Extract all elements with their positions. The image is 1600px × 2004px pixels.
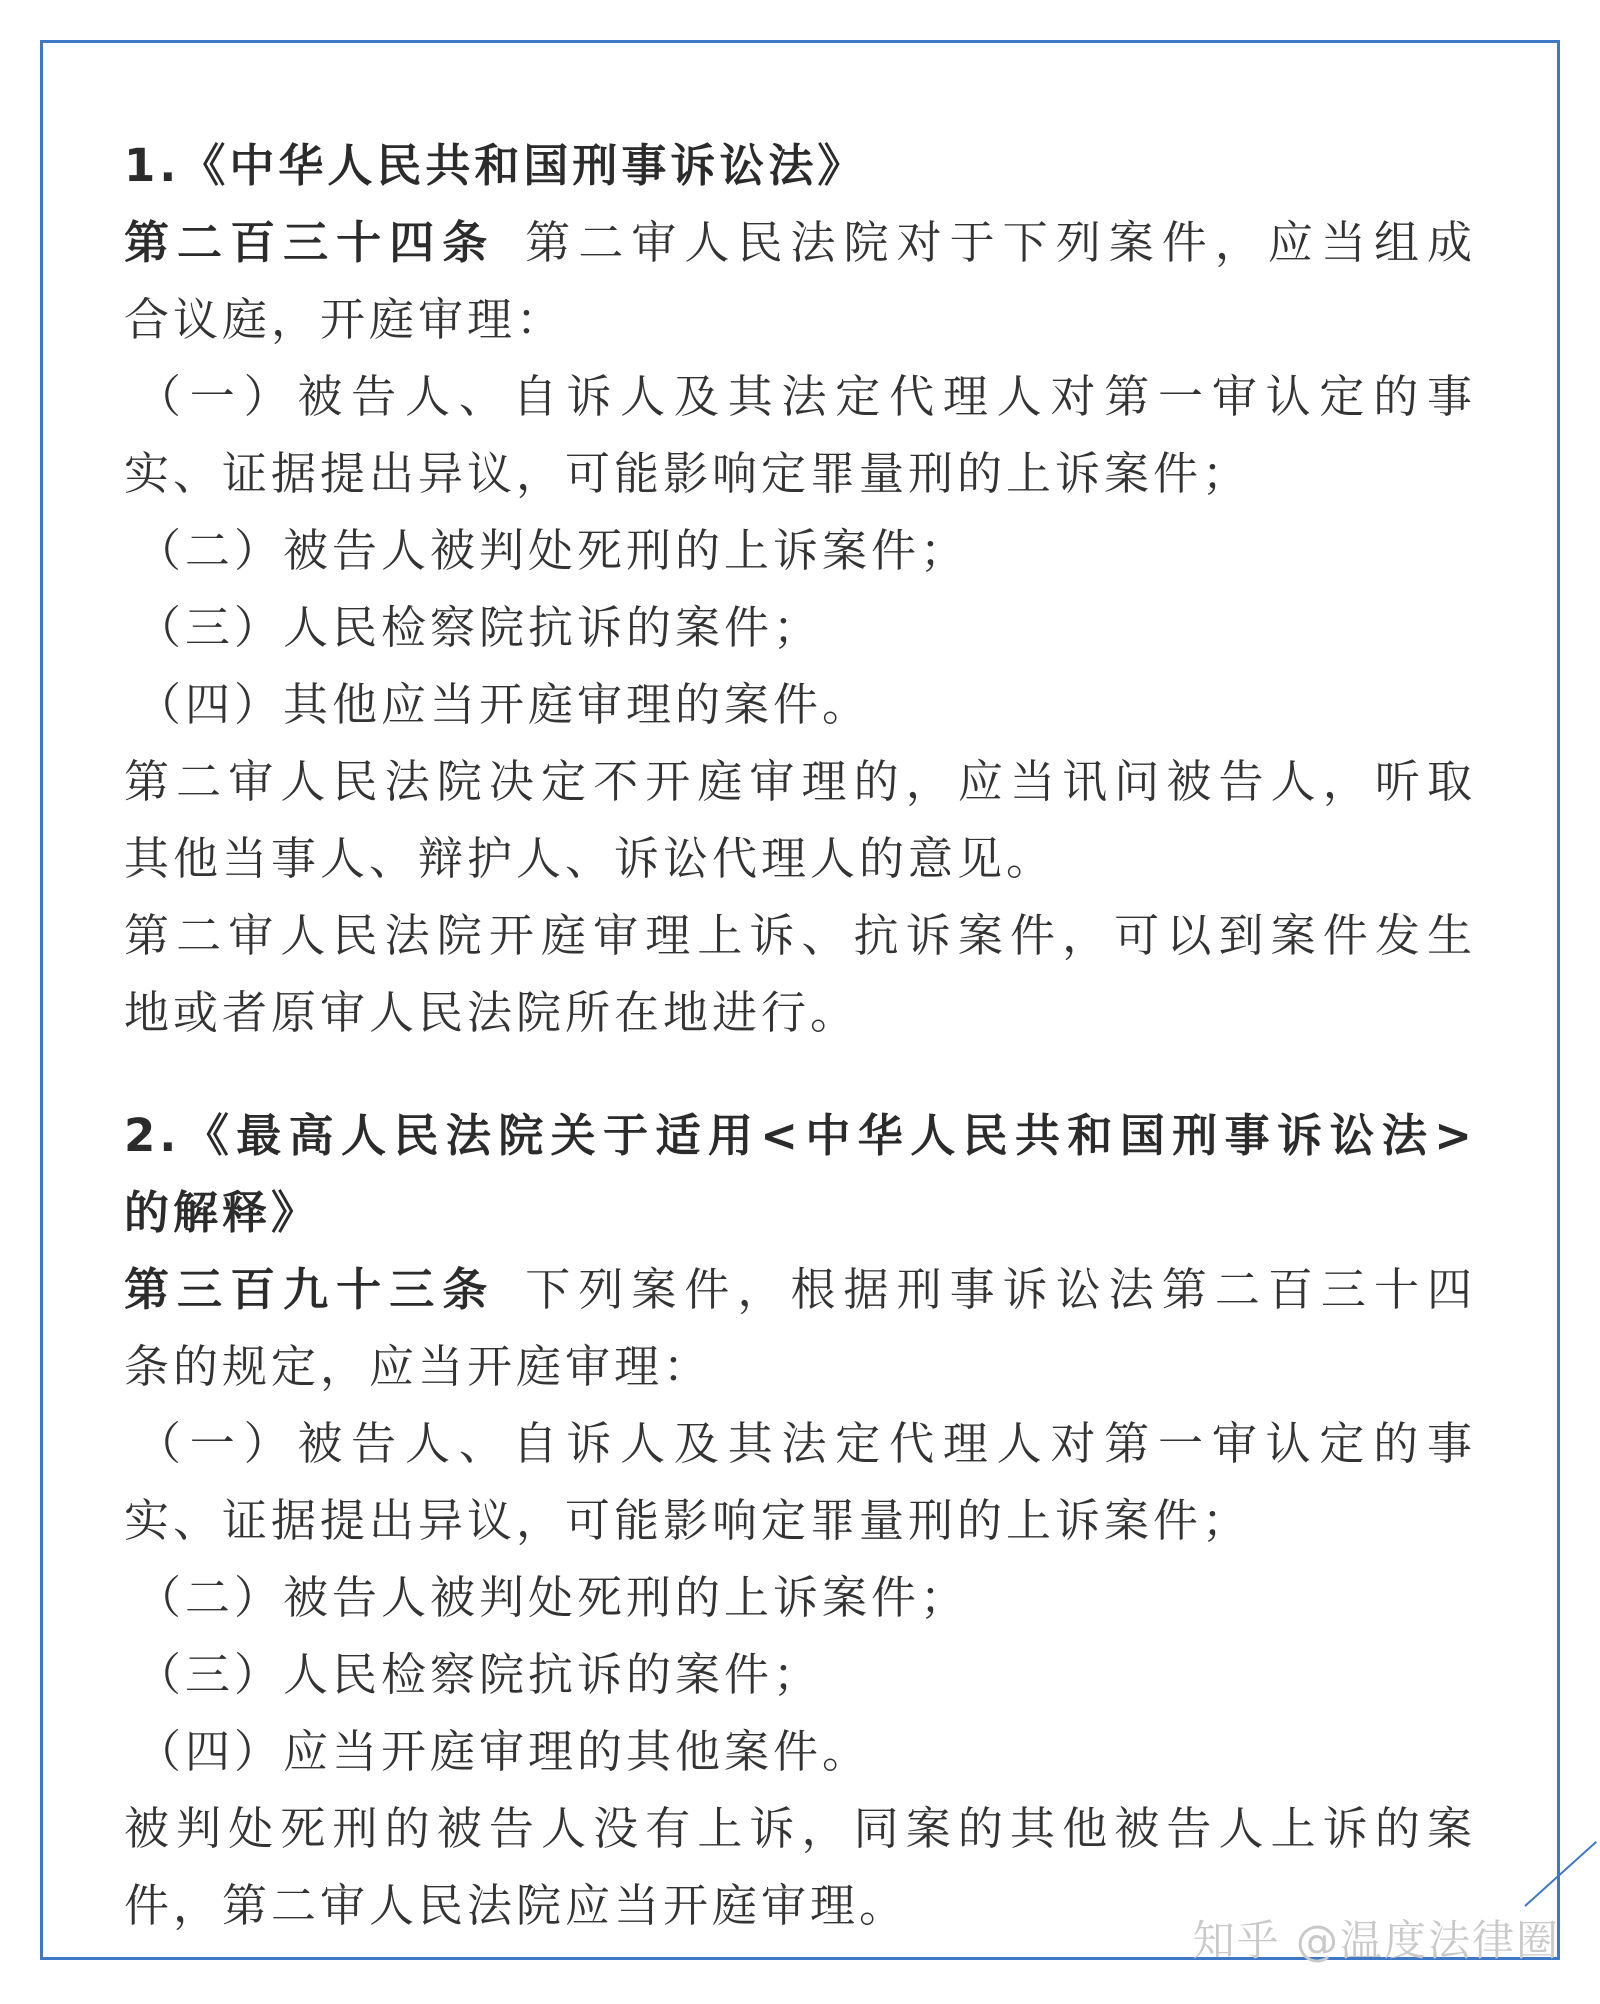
section1-para2-line2: 地或者原审人民法院所在地进行。 bbox=[124, 986, 860, 1039]
section1-para1-line1: 第二审人民法院决定不开庭审理的，应当讯问被告人，听取 bbox=[124, 755, 1476, 808]
section2-article-text: 下列案件，根据刑事诉讼法第二百三十四 bbox=[525, 1263, 1476, 1316]
section1-item1-line2: 实、证据提出异议，可能影响定罪量刑的上诉案件； bbox=[124, 447, 1252, 500]
section1-article-text: 第二审人民法院对于下列案件，应当组成 bbox=[525, 216, 1476, 269]
section2-item4: （四）应当开庭审理的其他案件。 bbox=[136, 1725, 872, 1778]
section1-title: 1.《中华人民共和国刑事诉讼法》 bbox=[124, 139, 867, 192]
section2-article-line2: 条的规定，应当开庭审理： bbox=[124, 1340, 713, 1393]
document-body bbox=[124, 127, 1476, 1944]
section2-item2: （二）被告人被判处死刑的上诉案件； bbox=[136, 1571, 970, 1624]
section2-item3: （三）人民检察院抗诉的案件； bbox=[136, 1648, 823, 1701]
section2-para1-line1: 被判处死刑的被告人没有上诉，同案的其他被告人上诉的案 bbox=[124, 1802, 1476, 1855]
section1-article-number: 第二百三十四条 bbox=[124, 216, 496, 269]
section-gap bbox=[124, 1051, 1476, 1097]
section1-article-line1 bbox=[124, 204, 1476, 281]
section1-item4: （四）其他应当开庭审理的案件。 bbox=[136, 678, 872, 731]
section2-title-line1: 2.《最高人民法院关于适用<中华人民共和国刑事诉讼法> bbox=[124, 1109, 1476, 1162]
section1-item3: （三）人民检察院抗诉的案件； bbox=[136, 601, 823, 654]
section2-title-line2: 的解释》 bbox=[124, 1186, 321, 1239]
section2-article-line1 bbox=[124, 1251, 1476, 1328]
section1-article-line2: 合议庭，开庭审理： bbox=[124, 293, 566, 346]
section1-item1-line1: （一）被告人、自诉人及其法定代理人对第一审认定的事 bbox=[136, 370, 1476, 423]
section2-item1-line2: 实、证据提出异议，可能影响定罪量刑的上诉案件； bbox=[124, 1494, 1252, 1547]
section1-para2-line1: 第二审人民法院开庭审理上诉、抗诉案件，可以到案件发生 bbox=[124, 909, 1476, 962]
section2-item1-line1: （一）被告人、自诉人及其法定代理人对第一审认定的事 bbox=[136, 1417, 1476, 1470]
section2-para1-line2: 件，第二审人民法院应当开庭审理。 bbox=[124, 1879, 909, 1932]
section1-item2: （二）被告人被判处死刑的上诉案件； bbox=[136, 524, 970, 577]
section2-article-number: 第三百九十三条 bbox=[124, 1263, 496, 1316]
zhihu-watermark: 知乎 @温度法律圈 bbox=[1192, 1916, 1560, 1965]
section1-para1-line2: 其他当事人、辩护人、诉讼代理人的意见。 bbox=[124, 832, 1056, 885]
